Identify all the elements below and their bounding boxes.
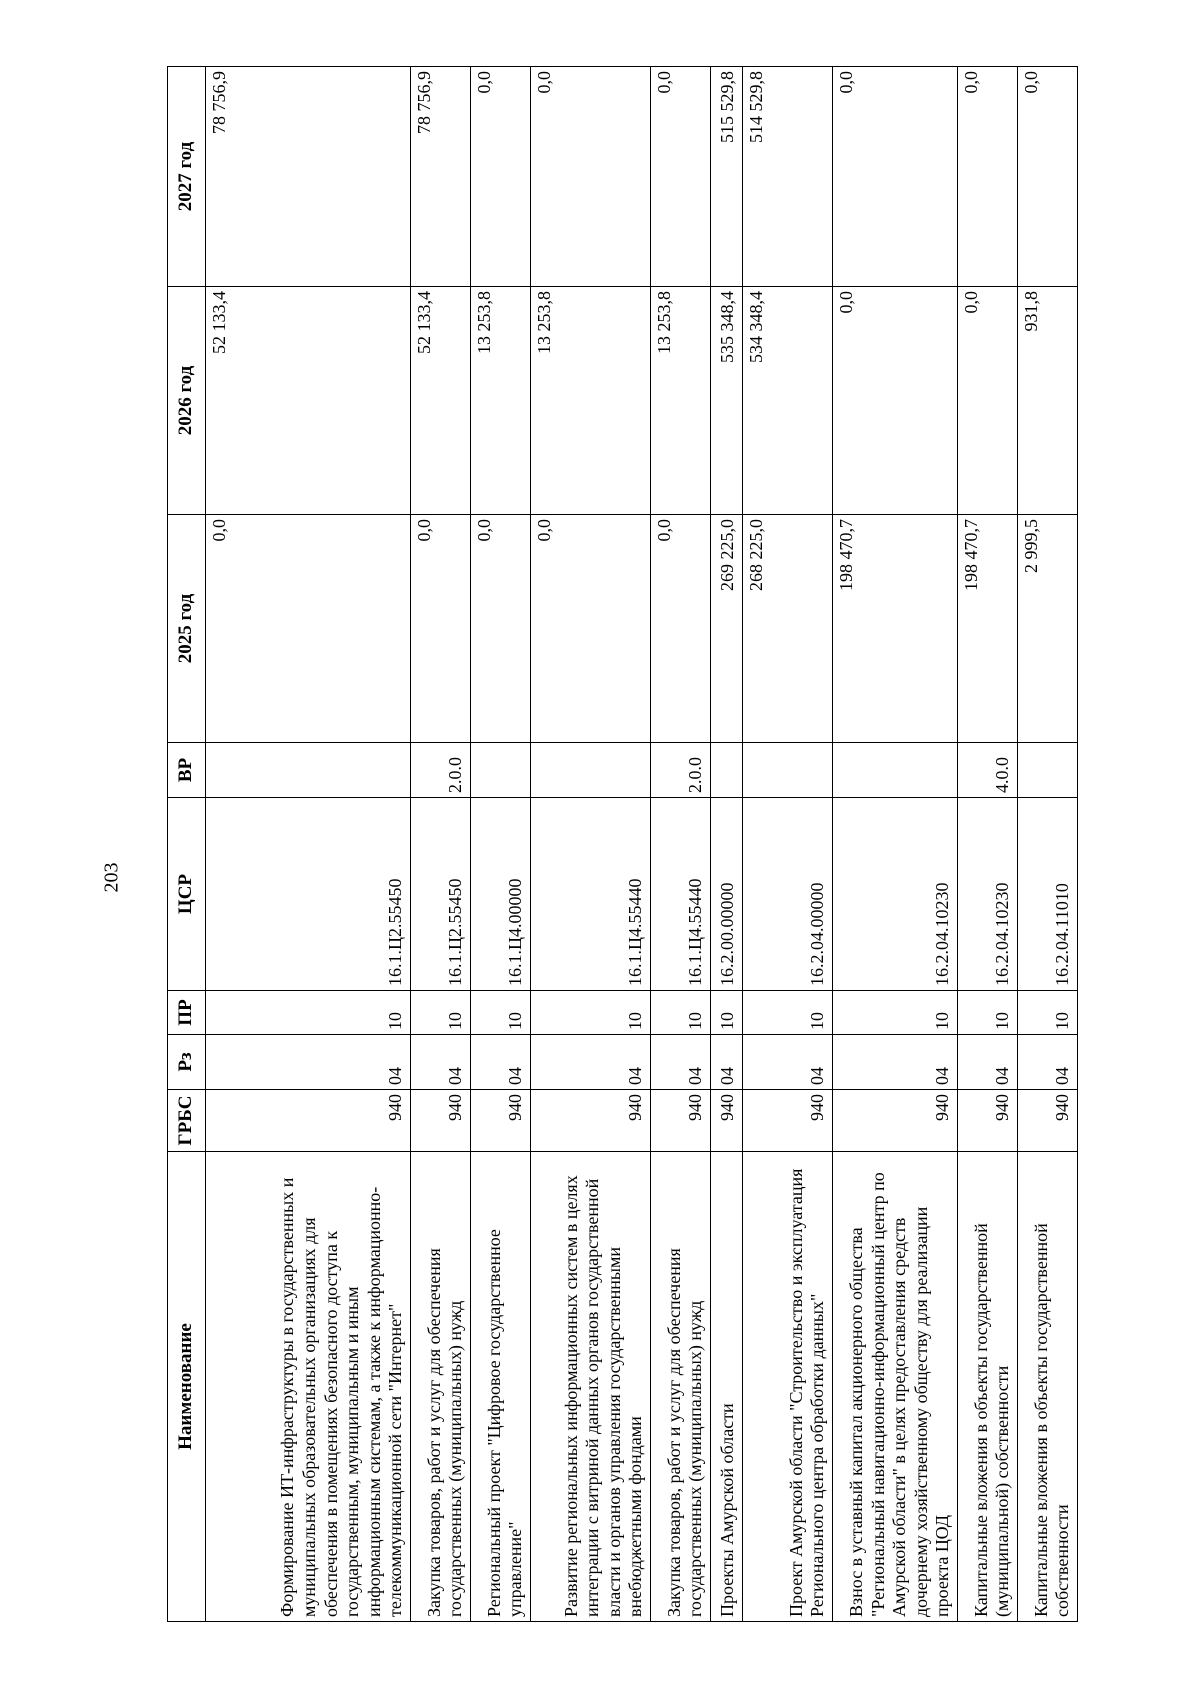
cell-vr bbox=[743, 743, 833, 798]
header-vr: ВР bbox=[168, 743, 206, 798]
header-2027: 2027 год bbox=[168, 67, 206, 287]
cell-grbs: 940 bbox=[833, 1090, 958, 1152]
header-name: Наименование bbox=[168, 1152, 206, 1622]
header-csr: ЦСР bbox=[168, 798, 206, 991]
cell-name: Проект Амурской области "Строительство и эксплуатация Регионального центра обработки данных" bbox=[743, 1152, 833, 1622]
cell-name: Капитальные вложения в объекты государственной собственности bbox=[1018, 1152, 1078, 1622]
cell-2026: 534 348,4 bbox=[743, 287, 833, 515]
cell-grbs: 940 bbox=[743, 1090, 833, 1152]
cell-2027: 0,0 bbox=[531, 67, 651, 287]
rotated-table-container bbox=[167, 67, 1077, 1622]
table-row bbox=[711, 67, 743, 1622]
table-row bbox=[206, 67, 411, 1622]
cell-name: Закупка товаров, работ и услуг для обеспечения государственных (муниципальных) нужд bbox=[651, 1152, 711, 1622]
cell-2025: 269 225,0 bbox=[711, 515, 743, 743]
cell-rz: 04 bbox=[531, 1035, 651, 1090]
cell-2027: 0,0 bbox=[651, 67, 711, 287]
cell-2025: 0,0 bbox=[531, 515, 651, 743]
cell-vr bbox=[531, 743, 651, 798]
header-pr: ПР bbox=[168, 991, 206, 1035]
cell-2025: 268 225,0 bbox=[743, 515, 833, 743]
cell-2026: 52 133,4 bbox=[411, 287, 471, 515]
cell-pr: 10 bbox=[206, 991, 411, 1035]
table-row bbox=[411, 67, 471, 1622]
cell-csr: 16.1.Ц2.55450 bbox=[411, 798, 471, 991]
cell-grbs: 940 bbox=[531, 1090, 651, 1152]
cell-vr bbox=[1018, 743, 1078, 798]
cell-pr: 10 bbox=[531, 991, 651, 1035]
cell-name: Формирование ИТ-инфраструктуры в государственных и муниципальных образовательных организациях для обеспечения в помещениях безопасного доступа к государственным, муниципальным и иным информационным системам, а также к информационно-телекоммуникационной сети "Интернет" bbox=[206, 1152, 411, 1622]
table-row bbox=[1018, 67, 1078, 1622]
cell-vr bbox=[206, 743, 411, 798]
cell-name: Закупка товаров, работ и услуг для обеспечения государственных (муниципальных) нужд bbox=[411, 1152, 471, 1622]
cell-2025: 0,0 bbox=[206, 515, 411, 743]
table-row bbox=[743, 67, 833, 1622]
cell-2027: 78 756,9 bbox=[206, 67, 411, 287]
header-rz: Рз bbox=[168, 1035, 206, 1090]
cell-vr bbox=[711, 743, 743, 798]
cell-rz: 04 bbox=[651, 1035, 711, 1090]
cell-2026: 535 348,4 bbox=[711, 287, 743, 515]
cell-vr bbox=[833, 743, 958, 798]
cell-vr: 2.0.0 bbox=[651, 743, 711, 798]
cell-2025: 0,0 bbox=[471, 515, 531, 743]
cell-rz: 04 bbox=[471, 1035, 531, 1090]
cell-name: Региональный проект "Цифровое государственное управление" bbox=[471, 1152, 531, 1622]
header-2025: 2025 год bbox=[168, 515, 206, 743]
cell-name: Проекты Амурской области bbox=[711, 1152, 743, 1622]
cell-name: Капитальные вложения в объекты государственной (муниципальной) собственности bbox=[958, 1152, 1018, 1622]
cell-rz: 04 bbox=[958, 1035, 1018, 1090]
cell-2026: 0,0 bbox=[833, 287, 958, 515]
cell-2026: 52 133,4 bbox=[206, 287, 411, 515]
cell-rz: 04 bbox=[833, 1035, 958, 1090]
cell-2027: 0,0 bbox=[958, 67, 1018, 287]
table-row bbox=[471, 67, 531, 1622]
cell-csr: 16.1.Ц4.00000 bbox=[471, 798, 531, 991]
cell-2026: 0,0 bbox=[958, 287, 1018, 515]
cell-pr: 10 bbox=[651, 991, 711, 1035]
cell-pr: 10 bbox=[711, 991, 743, 1035]
cell-csr: 16.1.Ц2.55450 bbox=[206, 798, 411, 991]
cell-2025: 198 470,7 bbox=[958, 515, 1018, 743]
cell-pr: 10 bbox=[1018, 991, 1078, 1035]
cell-pr: 10 bbox=[833, 991, 958, 1035]
cell-vr bbox=[471, 743, 531, 798]
cell-2025: 0,0 bbox=[651, 515, 711, 743]
cell-csr: 16.2.04.10230 bbox=[958, 798, 1018, 991]
cell-csr: 16.2.04.10230 bbox=[833, 798, 958, 991]
cell-2027: 515 529,8 bbox=[711, 67, 743, 287]
cell-vr: 2.0.0 bbox=[411, 743, 471, 798]
table-header-row bbox=[168, 67, 206, 1622]
cell-2026: 13 253,8 bbox=[531, 287, 651, 515]
cell-2027: 0,0 bbox=[471, 67, 531, 287]
cell-csr: 16.1.Ц4.55440 bbox=[651, 798, 711, 991]
table-row bbox=[833, 67, 958, 1622]
cell-2025: 198 470,7 bbox=[833, 515, 958, 743]
cell-rz: 04 bbox=[411, 1035, 471, 1090]
cell-csr: 16.2.00.00000 bbox=[711, 798, 743, 991]
cell-rz: 04 bbox=[711, 1035, 743, 1090]
cell-grbs: 940 bbox=[651, 1090, 711, 1152]
table-row bbox=[531, 67, 651, 1622]
cell-2026: 13 253,8 bbox=[471, 287, 531, 515]
cell-rz: 04 bbox=[1018, 1035, 1078, 1090]
cell-vr: 4.0.0 bbox=[958, 743, 1018, 798]
cell-rz: 04 bbox=[206, 1035, 411, 1090]
cell-2027: 0,0 bbox=[833, 67, 958, 287]
header-grbs: ГРБС bbox=[168, 1090, 206, 1152]
header-2026: 2026 год bbox=[168, 287, 206, 515]
cell-2025: 2 999,5 bbox=[1018, 515, 1078, 743]
cell-grbs: 940 bbox=[471, 1090, 531, 1152]
table-row bbox=[958, 67, 1018, 1622]
cell-rz: 04 bbox=[743, 1035, 833, 1090]
cell-name: Развитие региональных информационных систем в целях интеграции с витриной данных органов государственной власти и органов управления государственными внебюджетными фондами bbox=[531, 1152, 651, 1622]
cell-2027: 0,0 bbox=[1018, 67, 1078, 287]
cell-pr: 10 bbox=[471, 991, 531, 1035]
cell-grbs: 940 bbox=[711, 1090, 743, 1152]
page-number: 203 bbox=[100, 862, 123, 893]
cell-2027: 78 756,9 bbox=[411, 67, 471, 287]
cell-pr: 10 bbox=[743, 991, 833, 1035]
cell-2025: 0,0 bbox=[411, 515, 471, 743]
cell-pr: 10 bbox=[411, 991, 471, 1035]
cell-name: Взнос в уставный капитал акционерного общества "Региональный навигационно-информационный центр по Амурской области" в целях предоставления средств дочернему хозяйственному обществу для реализации проекта ЦОД bbox=[833, 1152, 958, 1622]
cell-grbs: 940 bbox=[411, 1090, 471, 1152]
table-row bbox=[651, 67, 711, 1622]
cell-pr: 10 bbox=[958, 991, 1018, 1035]
cell-csr: 16.2.04.11010 bbox=[1018, 798, 1078, 991]
cell-grbs: 940 bbox=[1018, 1090, 1078, 1152]
cell-2027: 514 529,8 bbox=[743, 67, 833, 287]
cell-csr: 16.1.Ц4.55440 bbox=[531, 798, 651, 991]
cell-csr: 16.2.04.00000 bbox=[743, 798, 833, 991]
cell-2026: 13 253,8 bbox=[651, 287, 711, 515]
cell-2026: 931,8 bbox=[1018, 287, 1078, 515]
budget-table bbox=[167, 66, 1078, 1622]
cell-grbs: 940 bbox=[206, 1090, 411, 1152]
cell-grbs: 940 bbox=[958, 1090, 1018, 1152]
